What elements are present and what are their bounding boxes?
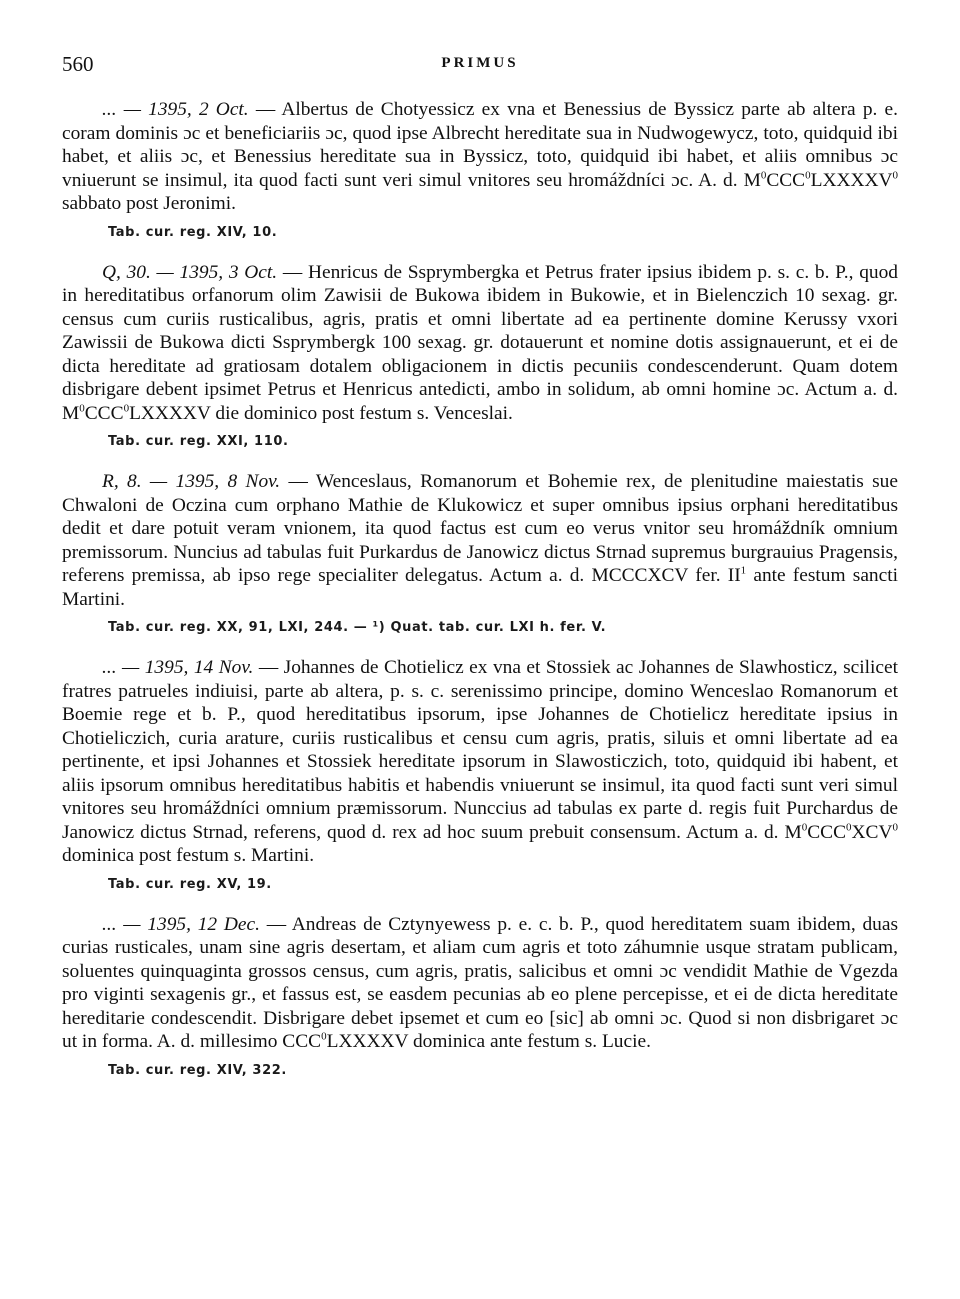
entry-body: — Andreas de Cztynyewess p. e. c. b. P., quod hereditatem suam ibidem, duas curias rusticales, unam sine agris desertam, et aliam cum agris et toto záhumnie usque stratam publicam, soluentes quinquaginta grossos census, cum agris, pratis, salicibus et omni ɔc vendidit Mathie de Vgezda pro viginti sexagenis gr., et fassus est, se easdem pecunias ab eo plene percepisse, et ei de dicta hereditate hereditarie condescendit. Disbrigare debet ipsemet et cum eo [sic] ab omni ɔc. Quod si non disbrigaret ɔc ut in forma. A. d. millesimo CCC	[62, 913, 898, 1052]
superscript: 0	[321, 1030, 327, 1043]
entry	[62, 656, 898, 892]
source-citation: Tab. cur. reg. XIV, 322.	[108, 1062, 287, 1078]
entry-text	[62, 98, 898, 216]
entry-body: CCC	[766, 169, 806, 191]
superscript: 0	[123, 402, 130, 415]
source-citation: Tab. cur. reg. XXI, 110.	[108, 434, 289, 449]
entry-body: XCV	[851, 821, 893, 843]
entry-heading: Q, 30. — 1395, 3 Oct.	[102, 261, 278, 283]
source-citation: Tab. cur. reg. XV, 19.	[108, 876, 272, 892]
source-citation: Tab. cur. reg. XX, 91, LXI, 244. — ¹) Quat. tab. cur. LXI h. fer. V.	[108, 620, 607, 635]
entry-heading: ... — 1395, 12 Dec.	[102, 913, 260, 935]
superscript: 0	[801, 821, 808, 834]
entry-text	[62, 656, 898, 868]
footnote-marker: 1	[740, 564, 747, 577]
entry	[62, 261, 898, 450]
superscript: 0	[846, 821, 852, 834]
entry-body: sabbato post Jeronimi.	[62, 193, 236, 214]
entry	[62, 98, 898, 240]
superscript: 0	[892, 821, 898, 834]
entry-body: LXXXXV	[810, 169, 893, 191]
page-number: 560	[62, 52, 94, 76]
superscript: 0	[805, 169, 811, 182]
entry-body: — Henricus de Ssprymbergka et Petrus frater ipsius ibidem p. s. c. b. P., quod in hereditatibus orfanorum olim Zawisii de Bukowa ibidem in Bukowie, et in Bielenczich 10 sexag. gr. census cum curiis rusticalibus, agris, pratis et omni libertate ad ea pertinente domine Kerussy vxori Zawissii de Bukowa dicti Ssprymbergk 100 sexag. gr. dotauerunt et nomine dotis assignauerunt, et ei de dicta hereditate ad gratiosam dotalem obligacionem in dictis pecuniis condescenderunt. Quam dotem disbrigare debent ipsimet Petrus et Henricus antedicti, ambo in solidum, ab omni homine ɔc. Actum a. d. M	[62, 261, 898, 424]
source-citation: Tab. cur. reg. XIV, 10.	[108, 224, 278, 240]
entry-body: — Albertus de Chotyessicz ex vna et Benessius de Byssicz parte ab altera p. e. coram dominis ɔc et beneficiariis ɔc, quod ipse Albrecht hereditate sua in Nudwogewycz, toto, quidquid ibi habet, et aliis ɔc, et Benessius hereditate sua in Byssicz, toto, quidquid ibi habet, et aliis omnibus ɔc vniuerunt se insimul, ita quod facti sunt veri simul vnitores seu hromáždníci ɔc. A. d. M	[62, 99, 898, 191]
running-title: PRIMUS	[441, 55, 519, 71]
entry-body: LXXXXV die dominico post festum s. Venceslai.	[129, 402, 513, 424]
superscript: 0	[892, 169, 898, 182]
entry-body: — Johannes de Chotielicz ex vna et Stossiek ac Johannes de Slawhosticz, scilicet fratres patrueles indiuisi, parte ab altera, p. s. c. serenissimo principe, domino Wenceslao Romanorum et Boemie rege et b. P., quod hereditatibus ipsorum, ipse Johannes de Chotielicz hereditate ipsius in Chotieliczich, curia arature, curiis rusticalibus et censu cum agris, pratis, siluis et omni libertate ad ea pertinente, et ipsi Johannes et Stossiek hereditate ipsorum in Slawosticzich, toto, quidquid ibi habent, et aliis ipsorum omnibus hereditatibus habitis et habendis vniuerunt se insimul, ita quod facti sunt veri simul vnitores seu hromáždníci omnium præmissorum. Nunccius ad tabulas ex parte d. regis fuit Purchardus de Janowicz dictus Strnad, referens, quod d. rex ad hoc suum prebuit consensum. Actum a. d. M	[62, 657, 898, 843]
entry-text	[62, 470, 898, 611]
entry-body: CCC	[807, 821, 847, 843]
entries	[62, 98, 898, 1078]
entry-body: — Wenceslaus, Romanorum et Bohemie rex, de plenitudine maiestatis sue Chwaloni de Oczina cum orphano Mathie de Klukowicz et super omnibus ipsius orphani hereditatibus dedit et dare potuit veram vnionem, ita quod factus est cum eo verus vnitor seu hromáždník omnium premissorum. Nuncius ad tabulas fuit Purkardus de Janowicz dictus Strnad supremus burgrauius Pragensis, referens premissa, ab ipso rege specialiter delegatus. Actum a. d. MCCCXCV fer. II	[62, 471, 898, 586]
superscript: 0	[760, 169, 767, 182]
entry-body: dominica post festum s. Martini.	[62, 845, 315, 866]
entry-text	[62, 261, 898, 426]
entry-body: CCC	[84, 402, 124, 424]
page-header	[62, 52, 898, 78]
entry-body: ante festum sancti Martini.	[62, 565, 898, 610]
entry-heading: ... — 1395, 14 Nov.	[102, 657, 254, 678]
entry	[62, 913, 898, 1078]
entry-text	[62, 913, 898, 1054]
entry-body: LXXXXV dominica ante festum s. Lucie.	[326, 1031, 651, 1052]
entry-heading: ... — 1395, 2 Oct.	[102, 99, 249, 120]
entry	[62, 470, 898, 635]
entry-heading: R, 8. — 1395, 8 Nov.	[102, 471, 281, 492]
superscript: 0	[79, 402, 85, 415]
